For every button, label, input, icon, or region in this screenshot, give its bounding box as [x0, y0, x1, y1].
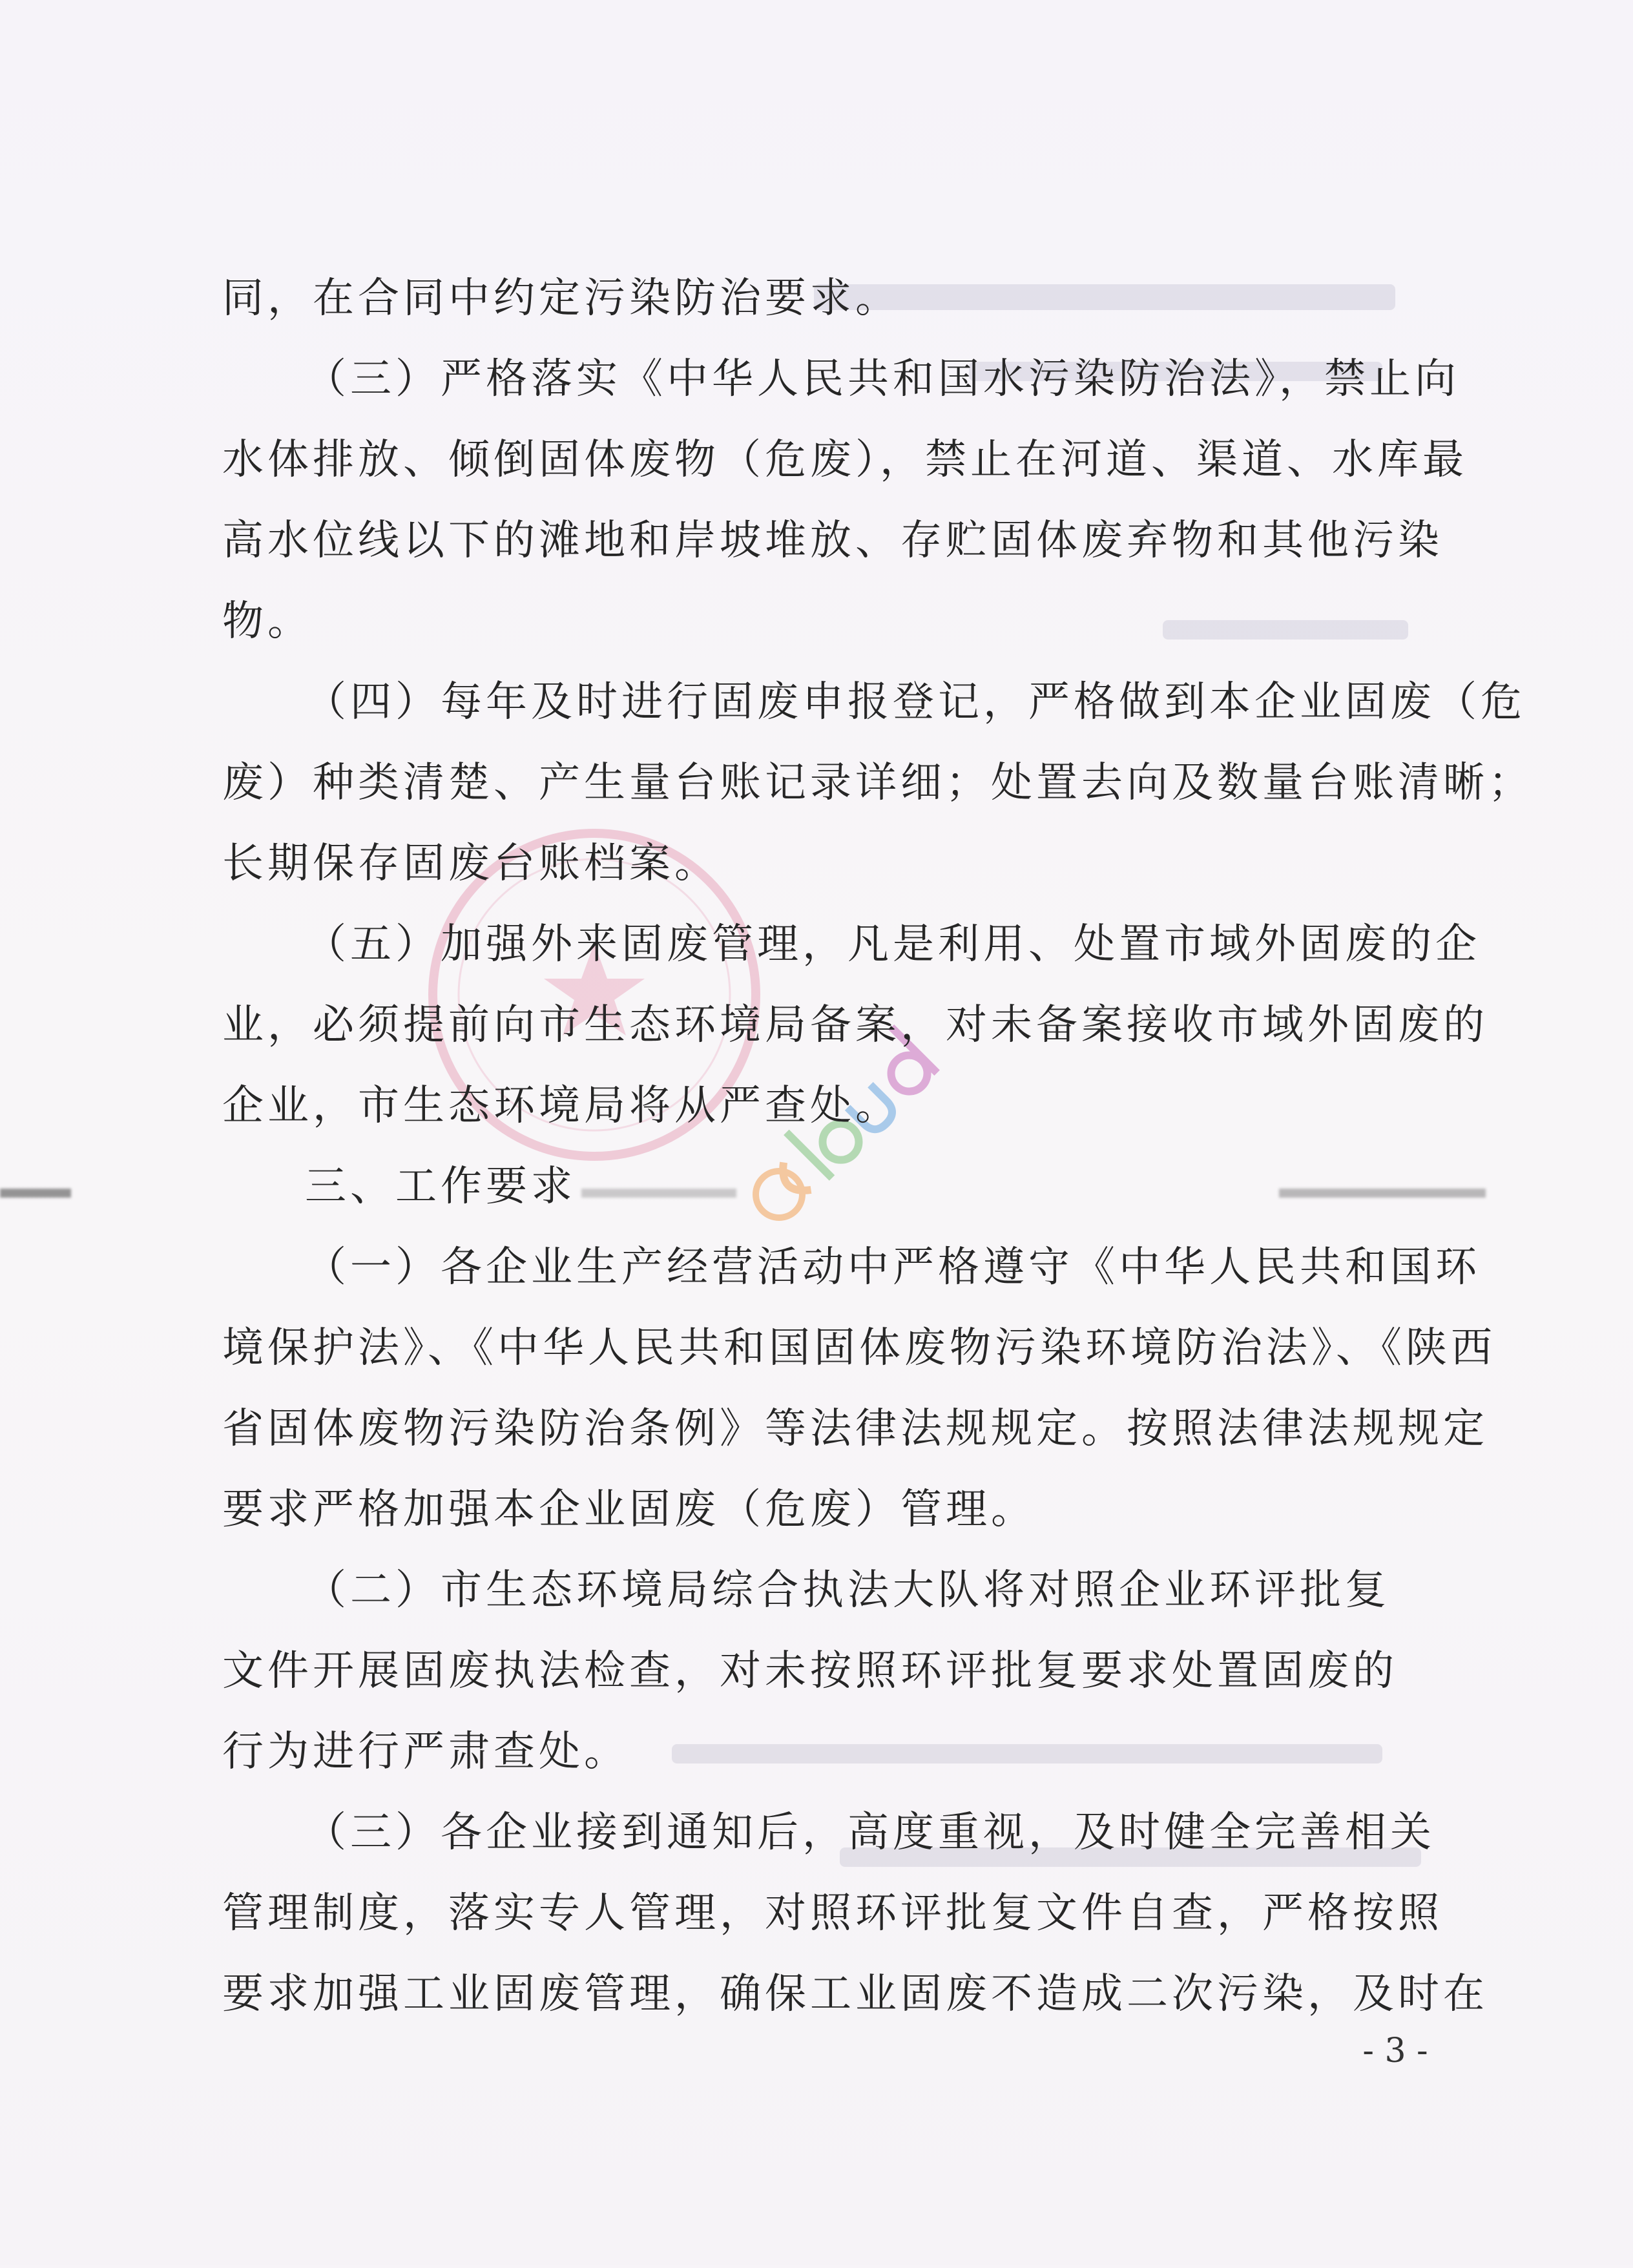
text-line: （二）市生态环境局综合执法大队将对照企业环评批复: [305, 1566, 1390, 1614]
text-line: 要求加强工业固废管理，确保工业固废不造成二次污染，及时在: [222, 1970, 1488, 2018]
body-text: [222, 258, 1534, 2035]
text-line: 管理制度，落实专人管理，对照环评批复文件自查，严格按照: [222, 1889, 1443, 1937]
text-line: 行为进行严肃查处。: [222, 1728, 629, 1776]
text-line: 高水位线以下的滩地和岸坡堆放、存贮固体废弃物和其他污染: [222, 517, 1443, 565]
text-line: 文件开展固废执法检查，对未按照环评批复要求处置固废的: [222, 1647, 1398, 1695]
text-line: （一）各企业生产经营活动中严格遵守《中华人民共和国环: [305, 1243, 1481, 1291]
text-line: 同，在合同中约定污染防治要求。: [222, 275, 900, 322]
text-line: （五）加强外来固废管理，凡是利用、处置市域外固废的企: [305, 921, 1481, 968]
page-number: - 3 -: [1362, 2032, 1428, 2070]
text-line: 要求严格加强本企业固废（危废）管理。: [222, 1486, 1036, 1534]
text-line: 物。: [222, 598, 313, 645]
text-line: 废）种类清楚、产生量台账记录详细；处置去向及数量台账清晰；: [222, 759, 1534, 807]
section-heading: 三、工作要求: [305, 1163, 576, 1211]
text-line: 业，必须提前向市生态环境局备案，对未备案接收市域外固废的: [222, 1001, 1488, 1049]
text-line: 境保护法》、《中华人民共和国固体废物污染环境防治法》、《陕西: [222, 1324, 1496, 1372]
text-line: （三）各企业接到通知后，高度重视，及时健全完善相关: [305, 1809, 1435, 1857]
text-line: 省固体废物污染防治条例》等法律法规规定。按照法律法规规定: [222, 1405, 1488, 1453]
text-line: 水体排放、倾倒固体废物（危废），禁止在河道、渠道、水库最: [222, 436, 1468, 484]
scan-mark-left: [0, 1189, 71, 1198]
text-line: （三）严格落实《中华人民共和国水污染防治法》，禁止向: [305, 355, 1460, 403]
text-line: 长期保存固废台账档案。: [222, 840, 720, 888]
text-line: （四）每年及时进行固废申报登记，严格做到本企业固废（危: [305, 678, 1526, 726]
text-line: 企业，市生态环境局将从严查处。: [222, 1082, 900, 1130]
